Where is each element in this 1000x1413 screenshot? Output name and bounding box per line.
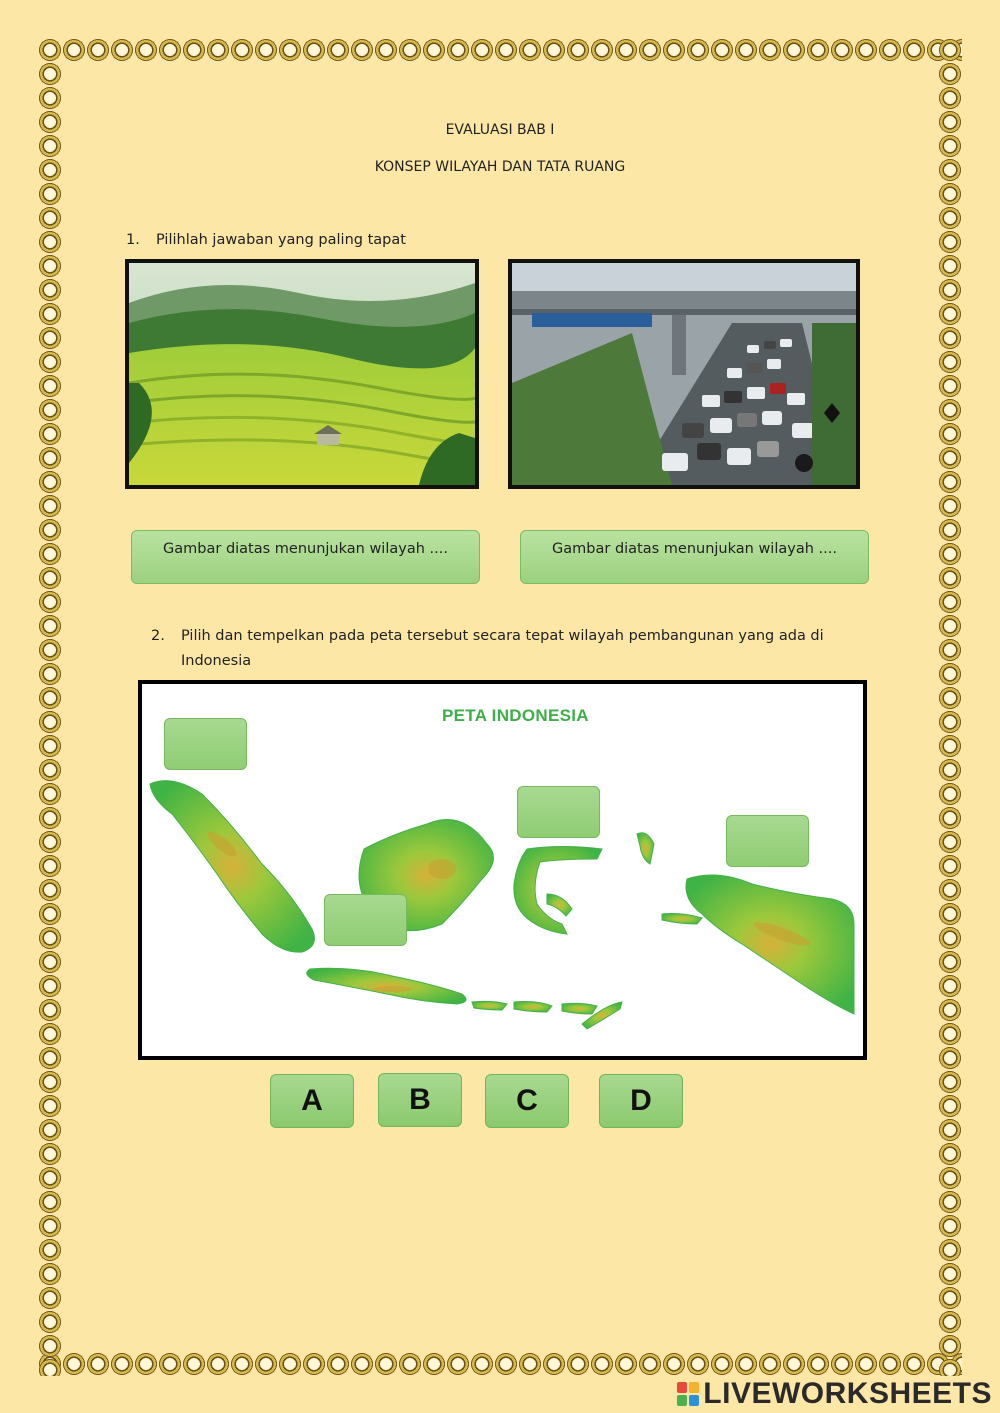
question-2-text-cont: Indonesia: [181, 653, 252, 669]
drop-zone-4[interactable]: [324, 894, 407, 946]
traffic-jam-image: [512, 263, 856, 485]
liveworksheets-logo[interactable]: [677, 1377, 992, 1411]
option-d-button[interactable]: D: [599, 1074, 683, 1128]
border-left: [38, 38, 62, 1376]
border-top: [38, 38, 962, 62]
drop-zone-2[interactable]: [517, 786, 600, 838]
traffic-jam-photo: [508, 259, 860, 489]
page-subtitle: KONSEP WILAYAH DAN TATA RUANG: [374, 159, 626, 175]
question-1: [126, 228, 406, 253]
rice-terrace-photo: [125, 259, 479, 489]
option-c-button[interactable]: C: [485, 1074, 569, 1128]
answer-box-left[interactable]: Gambar diatas menunjukan wilayah ....: [131, 530, 480, 584]
rice-terrace-image: [129, 263, 475, 485]
question-2: [151, 624, 861, 674]
option-a-button[interactable]: A: [270, 1074, 354, 1128]
answer-box-right[interactable]: Gambar diatas menunjukan wilayah ....: [520, 530, 869, 584]
question-1-text: Pilihlah jawaban yang paling tapat: [156, 232, 406, 248]
drop-zone-3[interactable]: [726, 815, 809, 867]
question-1-number: 1.: [126, 232, 140, 248]
indonesia-map: [138, 680, 867, 1060]
indonesia-map-graphic: [142, 684, 863, 1056]
border-right: [938, 38, 962, 1376]
question-2-text: Pilih dan tempelkan pada peta tersebut secara tepat wilayah pembangunan yang ada di: [181, 628, 824, 644]
question-2-number: 2.: [151, 628, 165, 644]
map-title: PETA INDONESIA: [442, 706, 589, 725]
liveworksheets-logo-icon: [677, 1382, 699, 1406]
page-title: EVALUASI BAB I: [445, 122, 555, 138]
drop-zone-1[interactable]: [164, 718, 247, 770]
border-bottom: [38, 1352, 962, 1376]
option-b-button[interactable]: B: [378, 1073, 462, 1127]
brand-name: LIVEWORKSHEETS: [703, 1377, 992, 1410]
